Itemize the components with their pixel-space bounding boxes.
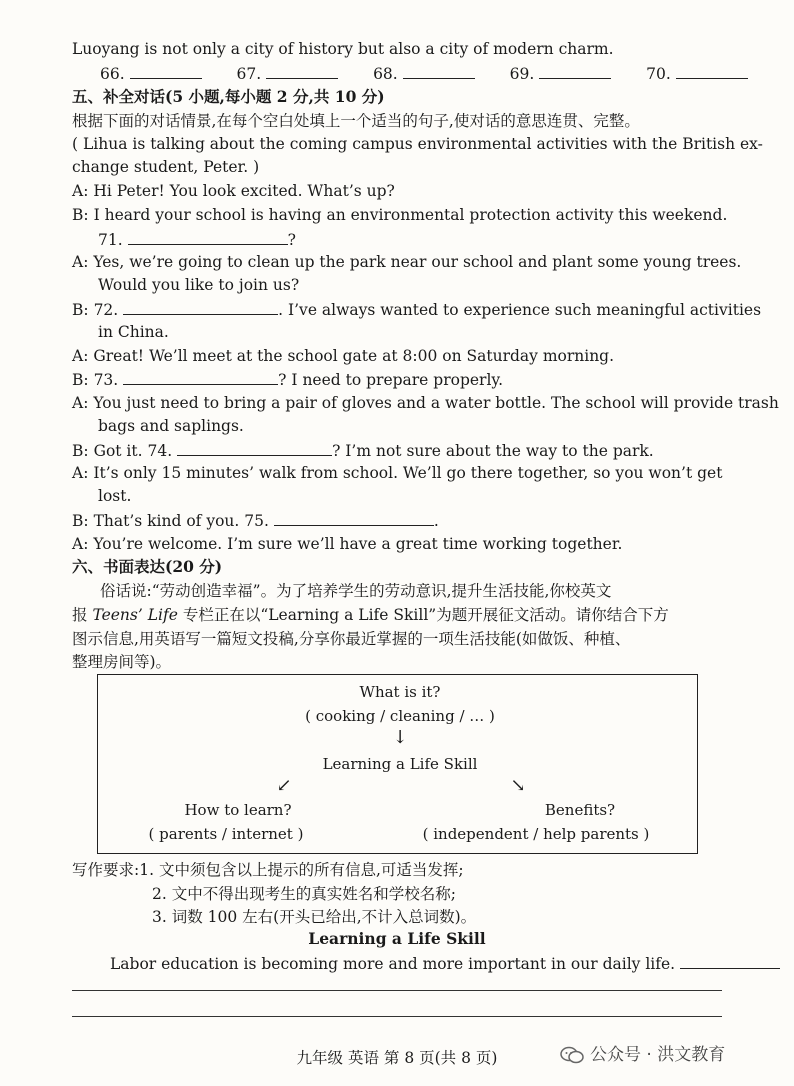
writing-line[interactable]	[72, 990, 722, 991]
blank-73-line: B: 73. ? I need to prepare properly.	[72, 368, 503, 391]
dialogue-line: A: Yes, we’re going to clean up the park near our school and plant some young trees.	[72, 253, 742, 271]
wechat-icon	[560, 1046, 584, 1064]
blank-74[interactable]	[177, 439, 332, 456]
diagram-left-question: How to learn?	[184, 801, 292, 819]
dialogue-line: A: You just need to bring a pair of gloves and a water bottle. The school will provide trash	[72, 394, 779, 412]
dialogue-line: in China.	[98, 323, 169, 341]
dialogue-line: lost.	[98, 487, 132, 505]
intro-sentence: Luoyang is not only a city of history but also a city of modern charm.	[72, 40, 614, 58]
section6-para-4: 整理房间等)。	[72, 653, 172, 671]
blank-75-line: B: That’s kind of you. 75. .	[72, 509, 439, 532]
blank-74-line: B: Got it. 74. ? I’m not sure about the way to the park.	[72, 439, 654, 462]
blank-73[interactable]	[123, 368, 278, 385]
section5-instruction: 根据下面的对话情景,在每个空白处填上一个适当的句子,使对话的意思连贯、完整。	[72, 112, 640, 130]
dialogue-line: A: You’re welcome. I’m sure we’ll have a great time working together.	[72, 535, 623, 553]
blank-67[interactable]: 67.	[237, 62, 339, 83]
section6-para-1: 俗话说:“劳动创造幸福”。为了培养学生的劳动意识,提升生活技能,你校英文	[100, 582, 612, 600]
section5-context-2: change student, Peter. )	[72, 158, 260, 176]
essay-title: Learning a Life Skill	[308, 929, 486, 948]
blank-71-line: 71. ?	[98, 228, 296, 251]
section5-title: 五、补全对话(5 小题,每小题 2 分,共 10 分)	[72, 87, 385, 106]
dialogue-line: Would you like to join us?	[98, 276, 300, 294]
blank-71[interactable]	[128, 228, 288, 245]
dialogue-line: A: Great! We’ll meet at the school gate at 8:00 on Saturday morning.	[72, 347, 615, 365]
section5-context-1: ( Lihua is talking about the coming campus environmental activities with the British ex-	[72, 135, 763, 153]
blank-68[interactable]: 68.	[373, 62, 475, 83]
answer-blanks-66-70	[100, 62, 778, 83]
blank-70[interactable]: 70.	[646, 62, 748, 83]
blank-69[interactable]: 69.	[510, 62, 612, 83]
writing-line[interactable]	[72, 1016, 722, 1017]
diagram-right-hint: ( independent / help parents )	[422, 825, 650, 843]
diagram-top-hint: ( cooking / cleaning / … )	[305, 707, 495, 725]
page-footer: 九年级 英语 第 8 页(共 8 页)	[296, 1049, 498, 1067]
arrow-down-icon: ↓	[392, 727, 408, 748]
wechat-watermark: 公众号 · 洪文教育	[560, 1040, 725, 1065]
essay-blank-first[interactable]	[680, 952, 780, 969]
dialogue-line: B: I heard your school is having an environmental protection activity this weekend.	[72, 206, 728, 224]
writing-requirement-2: 2. 文中不得出现考生的真实姓名和学校名称;	[152, 885, 456, 903]
blank-66[interactable]: 66.	[100, 62, 202, 83]
mind-map-diagram	[97, 674, 698, 854]
blank-75[interactable]	[274, 509, 434, 526]
writing-requirement-1: 写作要求:1. 文中须包含以上提示的所有信息,可适当发挥;	[72, 861, 464, 879]
dialogue-line: A: It’s only 15 minutes’ walk from school. We’ll go there together, so you won’t get	[72, 464, 723, 482]
dialogue-line: bags and saplings.	[98, 417, 244, 435]
diagram-right-question: Benefits?	[544, 801, 616, 819]
diagram-top-question: What is it?	[359, 683, 441, 701]
arrow-down-left-icon: ↙	[276, 775, 292, 796]
section6-para-3: 图示信息,用英语写一篇短文投稿,分享你最近掌握的一项生活技能(如做饭、种植、	[72, 630, 631, 648]
section6-para-2: 报 Teens’ Life 专栏正在以“Learning a Life Skill”为题开展征文活动。请你结合下方	[72, 606, 669, 624]
section6-title: 六、书面表达(20 分)	[72, 557, 223, 576]
writing-requirement-3: 3. 词数 100 左右(开头已给出,不计入总词数)。	[152, 908, 477, 926]
diagram-left-hint: ( parents / internet )	[148, 825, 304, 843]
diagram-center: Learning a Life Skill	[322, 755, 478, 773]
dialogue-line: A: Hi Peter! You look excited. What’s up?	[72, 182, 395, 200]
blank-72[interactable]	[123, 298, 278, 315]
blank-72-line: B: 72. . I’ve always wanted to experience such meaningful activities	[72, 298, 761, 321]
arrow-down-right-icon: ↘	[510, 775, 526, 796]
essay-start: Labor education is becoming more and more important in our daily life.	[110, 952, 780, 975]
